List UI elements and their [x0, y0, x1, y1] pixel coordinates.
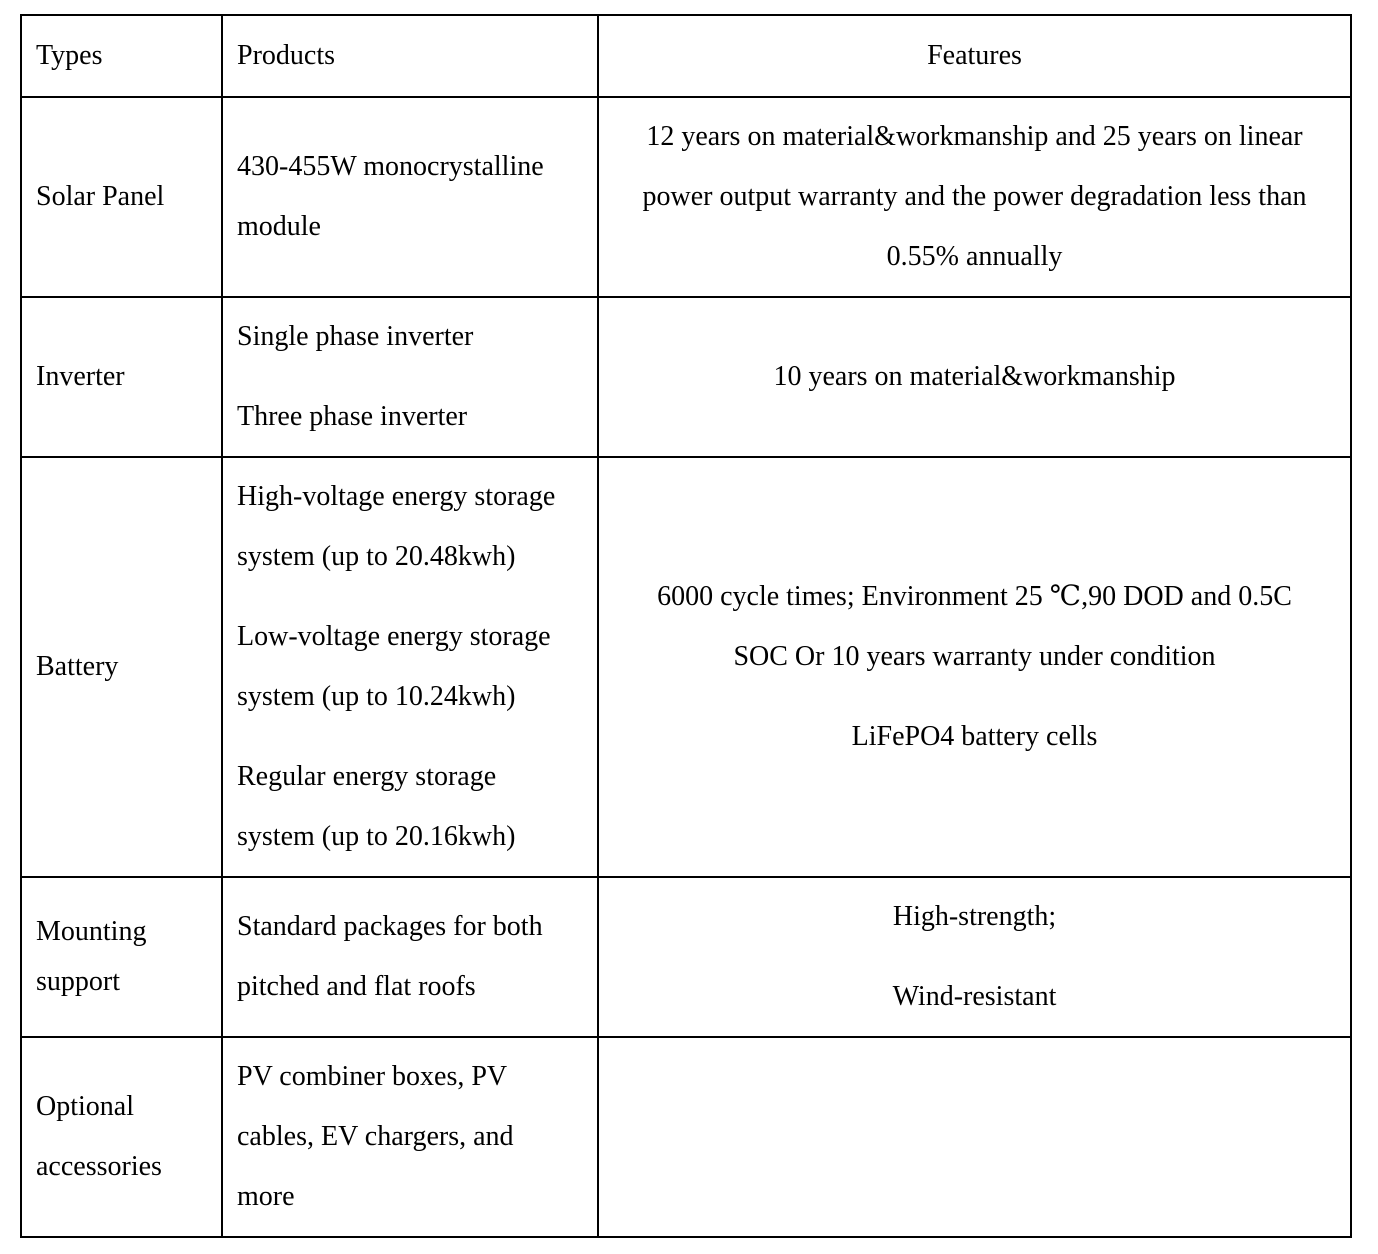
cell-features: [598, 297, 1351, 457]
product-line: system (up to 20.48kwh): [237, 541, 516, 572]
cell-type: [21, 877, 222, 1037]
cell-features: [598, 877, 1351, 1037]
feature-line: 6000 cycle times; Environment 25 ℃,90 DOD and 0.5C: [657, 581, 1292, 612]
cell-products: [222, 97, 598, 297]
feature-line: 10 years on material&workmanship: [773, 361, 1176, 392]
cell-features-empty: [598, 1037, 1351, 1237]
cell-products: [222, 877, 598, 1037]
cell-type: [21, 1037, 222, 1237]
cell-features: [598, 97, 1351, 297]
feature-line: High-strength;: [892, 901, 1057, 932]
product-line: pitched and flat roofs: [237, 971, 476, 1002]
product-line: Regular energy storage: [237, 761, 497, 792]
table-row-optional-accessories: [21, 1037, 1351, 1237]
cell-products: [222, 1037, 598, 1237]
product-line: module: [237, 211, 321, 242]
table-header-row: [21, 15, 1351, 97]
table-row-battery: [21, 457, 1351, 877]
feature-line: 12 years on material&workmanship and 25 years on linear: [646, 121, 1303, 152]
feature-line: LiFePO4 battery cells: [851, 721, 1098, 752]
header-products: Products: [222, 15, 598, 97]
product-line: 430-455W monocrystalline: [237, 151, 544, 182]
table-row-solar-panel: [21, 97, 1351, 297]
feature-line: SOC Or 10 years warranty under condition: [733, 641, 1216, 672]
product-line: Low-voltage energy storage: [237, 621, 551, 652]
cell-features: [598, 457, 1351, 877]
product-line: Three phase inverter: [237, 401, 468, 432]
feature-line: 0.55% annually: [886, 241, 1063, 272]
product-paragraph: [237, 747, 583, 867]
header-types: Types: [21, 15, 222, 97]
table-row-mounting-support: [21, 877, 1351, 1037]
table-row-inverter: [21, 297, 1351, 457]
product-line: more: [237, 1181, 295, 1212]
product-paragraph: [237, 467, 583, 587]
cell-products: [222, 457, 598, 877]
product-paragraph: [237, 607, 583, 727]
product-line: PV combiner boxes, PV: [237, 1061, 508, 1092]
cell-type: [21, 97, 222, 297]
cell-products: [222, 297, 598, 457]
type-line: accessories: [36, 1151, 162, 1182]
feature-line: Wind-resistant: [892, 981, 1057, 1012]
type-line: Mounting: [36, 916, 147, 947]
product-line: Single phase inverter: [237, 321, 474, 352]
feature-line: power output warranty and the power degradation less than: [642, 181, 1307, 212]
cell-type: [21, 297, 222, 457]
product-line: cables, EV chargers, and: [237, 1121, 514, 1152]
type-line: Inverter: [36, 361, 125, 392]
cell-type: [21, 457, 222, 877]
product-line: system (up to 10.24kwh): [237, 681, 516, 712]
type-line: Battery: [36, 651, 119, 682]
product-features-table: [20, 14, 1352, 1238]
type-line: Optional: [36, 1091, 134, 1122]
product-line: Standard packages for both: [237, 911, 543, 942]
header-features: Features: [598, 15, 1351, 97]
type-line: Solar Panel: [36, 181, 165, 212]
product-line: High-voltage energy storage: [237, 481, 556, 512]
type-line: support: [36, 966, 120, 997]
product-line: system (up to 20.16kwh): [237, 821, 516, 852]
